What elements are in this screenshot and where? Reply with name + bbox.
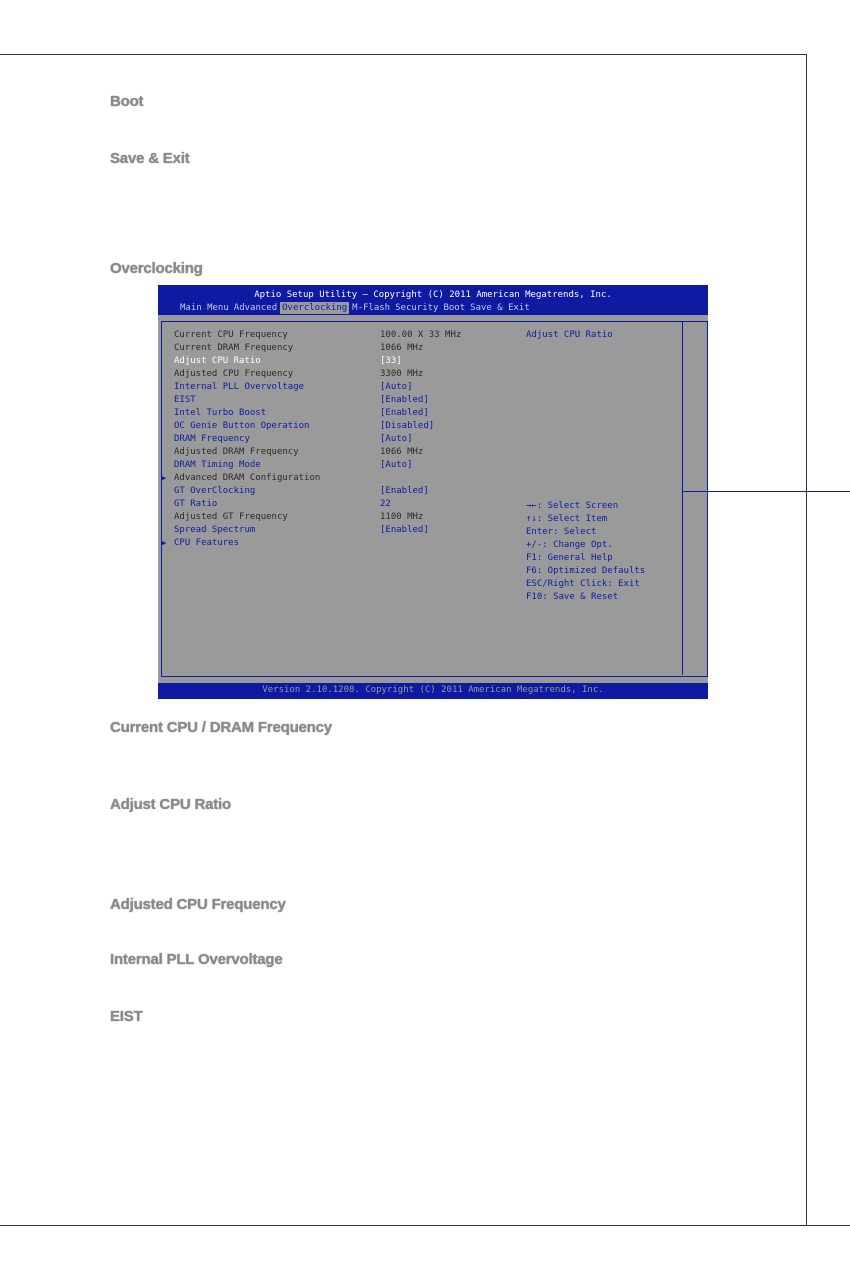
bios-help-key: Enter: Select (526, 527, 597, 537)
bios-setting-label: Spread Spectrum (174, 525, 256, 535)
bios-setting-label: CPU Features (174, 538, 240, 548)
heading-boot: Boot (110, 93, 144, 110)
bios-setting-label: Adjust CPU Ratio (174, 356, 261, 366)
bios-setting-value[interactable]: [Auto] (380, 382, 413, 392)
bios-setting-value[interactable]: 1066 MHz (380, 447, 424, 457)
bios-footer-text: Version 2.10.1208. Copyright (C) 2011 American Megatrends, Inc. (262, 685, 604, 695)
bios-setting-label: Advanced DRAM Configuration (174, 473, 321, 483)
bios-setting-label: DRAM Frequency (174, 434, 250, 444)
bios-header-bar (158, 285, 708, 315)
bios-setting-value[interactable]: [Auto] (380, 434, 413, 444)
bios-setting-value[interactable]: 1100 MHz (380, 512, 424, 522)
bios-setting-label: DRAM Timing Mode (174, 460, 261, 470)
bios-help-key: F6: Optimized Defaults (526, 566, 646, 576)
bios-setting-value[interactable]: [Disabled] (380, 421, 435, 431)
bios-setting-value[interactable]: 3300 MHz (380, 369, 424, 379)
bios-setting-value[interactable]: [Enabled] (380, 395, 429, 405)
bios-help-key: ESC/Right Click: Exit (526, 579, 640, 589)
triangle-right-icon: ▶ (162, 474, 167, 482)
bios-tab-boot[interactable]: Boot (443, 303, 466, 313)
bios-help-separator (683, 491, 850, 492)
bios-help-key: +/-: Change Opt. (526, 540, 613, 550)
page-frame-bottom (0, 1225, 850, 1226)
bios-setting-value[interactable]: [Enabled] (380, 525, 429, 535)
bios-tabs (178, 302, 533, 314)
bios-tab-main-menu[interactable]: Main Menu (180, 303, 229, 313)
bios-footer-bar (158, 683, 708, 699)
bios-setting-label: Adjusted DRAM Frequency (174, 447, 299, 457)
bios-title: Aptio Setup Utility – Copyright (C) 2011 American Megatrends, Inc. (254, 290, 612, 300)
bios-setting-value[interactable]: [33] (380, 356, 402, 366)
bios-help-key: →←: Select Screen (526, 501, 619, 511)
bios-help-key: ↑↓: Select Item (526, 514, 608, 524)
bios-panel-divider (682, 322, 683, 675)
page-frame-right (806, 54, 807, 1226)
bios-setting-label: Current CPU Frequency (174, 330, 288, 340)
heading-save-exit: Save & Exit (110, 150, 190, 167)
bios-setting-value[interactable]: [Enabled] (380, 486, 429, 496)
heading-adjust-cpu-ratio: Adjust CPU Ratio (110, 796, 231, 813)
heading-overclocking: Overclocking (110, 260, 203, 277)
bios-help-keys (526, 500, 645, 604)
bios-tab-overclocking[interactable]: Overclocking (282, 303, 348, 313)
bios-tab-security[interactable]: Security (395, 303, 439, 313)
bios-setting-label: Internal PLL Overvoltage (174, 382, 305, 392)
page-frame-top (0, 54, 806, 55)
bios-tab-advanced[interactable]: Advanced (233, 303, 278, 313)
bios-setting-label: Intel Turbo Boost (174, 408, 267, 418)
bios-tab-save-exit[interactable]: Save & Exit (470, 303, 530, 313)
heading-eist: EIST (110, 1008, 143, 1025)
heading-internal-pll-overvoltage: Internal PLL Overvoltage (110, 951, 283, 968)
bios-setting-label: EIST (174, 395, 196, 405)
bios-setting-label: GT OverClocking (174, 486, 256, 496)
bios-setting-value[interactable]: [Auto] (380, 460, 413, 470)
bios-screenshot (158, 285, 708, 699)
heading-adjusted-cpu-frequency: Adjusted CPU Frequency (110, 896, 286, 913)
bios-setting-value[interactable]: 1066 MHz (380, 343, 424, 353)
bios-help-key: F1: General Help (526, 553, 613, 563)
bios-setting-value[interactable]: 100.00 X 33 MHz (380, 330, 462, 340)
bios-setting-value[interactable]: [Enabled] (380, 408, 429, 418)
bios-help-title: Adjust CPU Ratio (526, 330, 613, 340)
bios-setting-label: Adjusted CPU Frequency (174, 369, 294, 379)
heading-current-frequency: Current CPU / DRAM Frequency (110, 719, 332, 736)
triangle-right-icon: ▶ (162, 539, 167, 547)
bios-help-key: F10: Save & Reset (526, 592, 619, 602)
bios-setting-label: Adjusted GT Frequency (174, 512, 288, 522)
bios-setting-value[interactable]: 22 (380, 499, 391, 509)
bios-setting-label: Current DRAM Frequency (174, 343, 294, 353)
bios-tab-m-flash[interactable]: M-Flash (352, 303, 391, 313)
bios-setting-label: GT Ratio (174, 499, 218, 509)
bios-setting-label: OC Genie Button Operation (174, 421, 310, 431)
